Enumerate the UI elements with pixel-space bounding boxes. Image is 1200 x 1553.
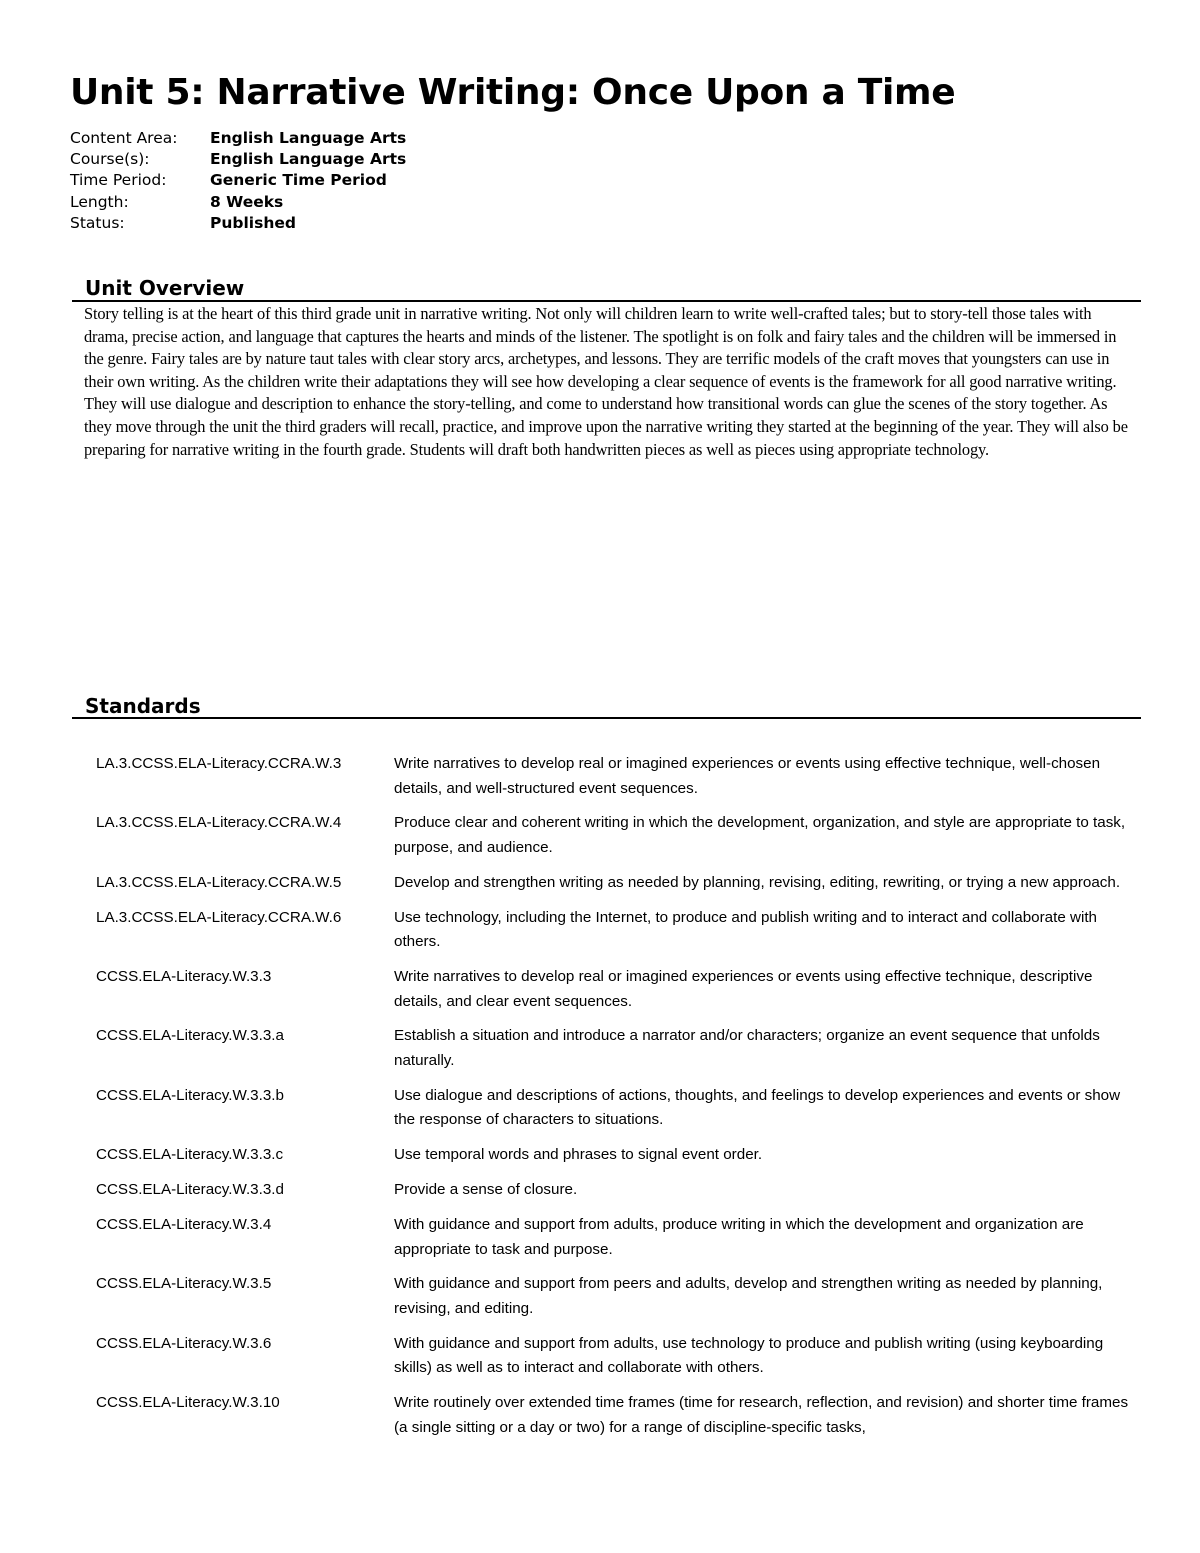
standard-row: [96, 906, 1136, 955]
meta-label: Course(s):: [70, 150, 150, 169]
meta-value: Generic Time Period: [210, 171, 387, 190]
standard-description: With guidance and support from adults, produce writing in which the development and organization are appropriate to task and purpose.: [394, 1216, 1084, 1258]
page-title: Unit 5: Narrative Writing: Once Upon a Time: [70, 72, 956, 113]
standard-row: [96, 1143, 1136, 1168]
standard-code: CCSS.ELA-Literacy.W.3.4: [96, 1216, 272, 1234]
standards-heading: Standards: [85, 694, 201, 718]
standard-description: Develop and strengthen writing as needed by planning, revising, editing, rewriting, or trying a new approach.: [394, 873, 1121, 891]
standard-code: LA.3.CCSS.ELA-Literacy.CCRA.W.6: [96, 908, 342, 926]
standard-code: CCSS.ELA-Literacy.W.3.3.a: [96, 1027, 284, 1045]
meta-label: Content Area:: [70, 129, 178, 147]
meta-row-courses: [70, 149, 406, 170]
unit-metadata: [70, 128, 406, 234]
standard-description: Write routinely over extended time frames (time for research, reflection, and revision) and shorter time frames (a single sitting or a day or two) for a range of discipline-specific tasks,: [394, 1394, 1129, 1436]
standard-code: CCSS.ELA-Literacy.W.3.3.d: [96, 1181, 284, 1199]
overview-divider: [72, 300, 1141, 302]
standard-row: [96, 1084, 1136, 1133]
standard-row: [96, 965, 1136, 1014]
standard-code: CCSS.ELA-Literacy.W.3.6: [96, 1334, 272, 1352]
standard-row: [96, 1272, 1136, 1321]
standard-code: CCSS.ELA-Literacy.W.3.10: [96, 1394, 280, 1412]
standard-code: LA.3.CCSS.ELA-Literacy.CCRA.W.4: [96, 814, 342, 832]
standard-row: [96, 1213, 1136, 1262]
meta-row-content-area: [70, 128, 406, 149]
meta-value: Published: [210, 213, 296, 232]
standard-code: CCSS.ELA-Literacy.W.3.3: [96, 968, 272, 986]
standard-code: CCSS.ELA-Literacy.W.3.5: [96, 1275, 272, 1293]
meta-label: Status:: [70, 213, 125, 232]
standard-row: [96, 1024, 1136, 1073]
unit-overview-heading: Unit Overview: [85, 276, 245, 300]
meta-value: 8 Weeks: [210, 192, 284, 211]
standards-list: [96, 752, 1136, 1451]
standard-description: Write narratives to develop real or imagined experiences or events using effective technique, well-chosen details, and well-structured event sequences.: [394, 755, 1101, 797]
standard-description: With guidance and support from peers and adults, develop and strengthen writing as needed by planning, revising, and editing.: [394, 1275, 1103, 1317]
meta-value: English Language Arts: [210, 129, 407, 147]
unit-overview-text: Story telling is at the heart of this third grade unit in narrative writing. Not only will children learn to write well-crafted tales; but to story-tell those tales with drama, precise action, and language that captures the hearts and minds of the listener. The spotlight is on folk and fairy tales and the children will be immersed in the genre. Fairy tales are by nature taut tales with clear story arcs, archetypes, and lessons. They are terrific models of the craft moves that youngsters can use in their own writing. As the children write their adaptations they will see how developing a clear sequence of events is the framework for all good narrative writing. They will use dialogue and description to enhance the story-telling, and come to understand how transitional words can glue the scenes of the story together. As they move through the unit the third graders will recall, practice, and improve upon the narrative writing they started at the beginning of the year. They will also be preparing for narrative writing in the fourth grade. Students will draft both handwritten pieces as well as pieces using appropriate technology.: [84, 304, 1128, 459]
standard-code: CCSS.ELA-Literacy.W.3.3.b: [96, 1086, 284, 1104]
standard-row: [96, 752, 1136, 801]
standard-row: [96, 811, 1136, 860]
standard-code: LA.3.CCSS.ELA-Literacy.CCRA.W.5: [96, 873, 342, 891]
standard-description: Provide a sense of closure.: [394, 1181, 578, 1199]
standards-divider: [72, 717, 1141, 719]
standard-description: Write narratives to develop real or imagined experiences or events using effective technique, descriptive details, and clear event sequences.: [394, 968, 1093, 1010]
standard-description: Use temporal words and phrases to signal event order.: [394, 1146, 763, 1164]
standard-row: [96, 1178, 1136, 1203]
standard-row: [96, 871, 1136, 896]
standard-description: Establish a situation and introduce a narrator and/or characters; organize an event sequence that unfolds naturally.: [394, 1027, 1100, 1069]
meta-row-length: [70, 192, 406, 213]
standard-description: Use technology, including the Internet, to produce and publish writing and to interact and collaborate with others.: [394, 908, 1097, 951]
meta-value: English Language Arts: [210, 150, 407, 169]
meta-label: Length:: [70, 192, 129, 211]
meta-row-time-period: [70, 170, 406, 191]
standard-description: With guidance and support from adults, use technology to produce and publish writing (using keyboarding skills) as well as to interact and collaborate with others.: [394, 1334, 1104, 1377]
standard-description: Use dialogue and descriptions of actions, thoughts, and feelings to develop experiences and events or show the response of characters to situations.: [394, 1086, 1121, 1129]
standard-description: Produce clear and coherent writing in which the development, organization, and style are appropriate to task, purpose, and audience.: [394, 814, 1126, 856]
standard-code: LA.3.CCSS.ELA-Literacy.CCRA.W.3: [96, 755, 342, 772]
meta-label: Time Period:: [70, 171, 167, 190]
standard-row: [96, 1332, 1136, 1381]
standard-code: CCSS.ELA-Literacy.W.3.3.c: [96, 1146, 284, 1164]
meta-row-status: [70, 213, 406, 234]
standard-row: [96, 1391, 1136, 1440]
